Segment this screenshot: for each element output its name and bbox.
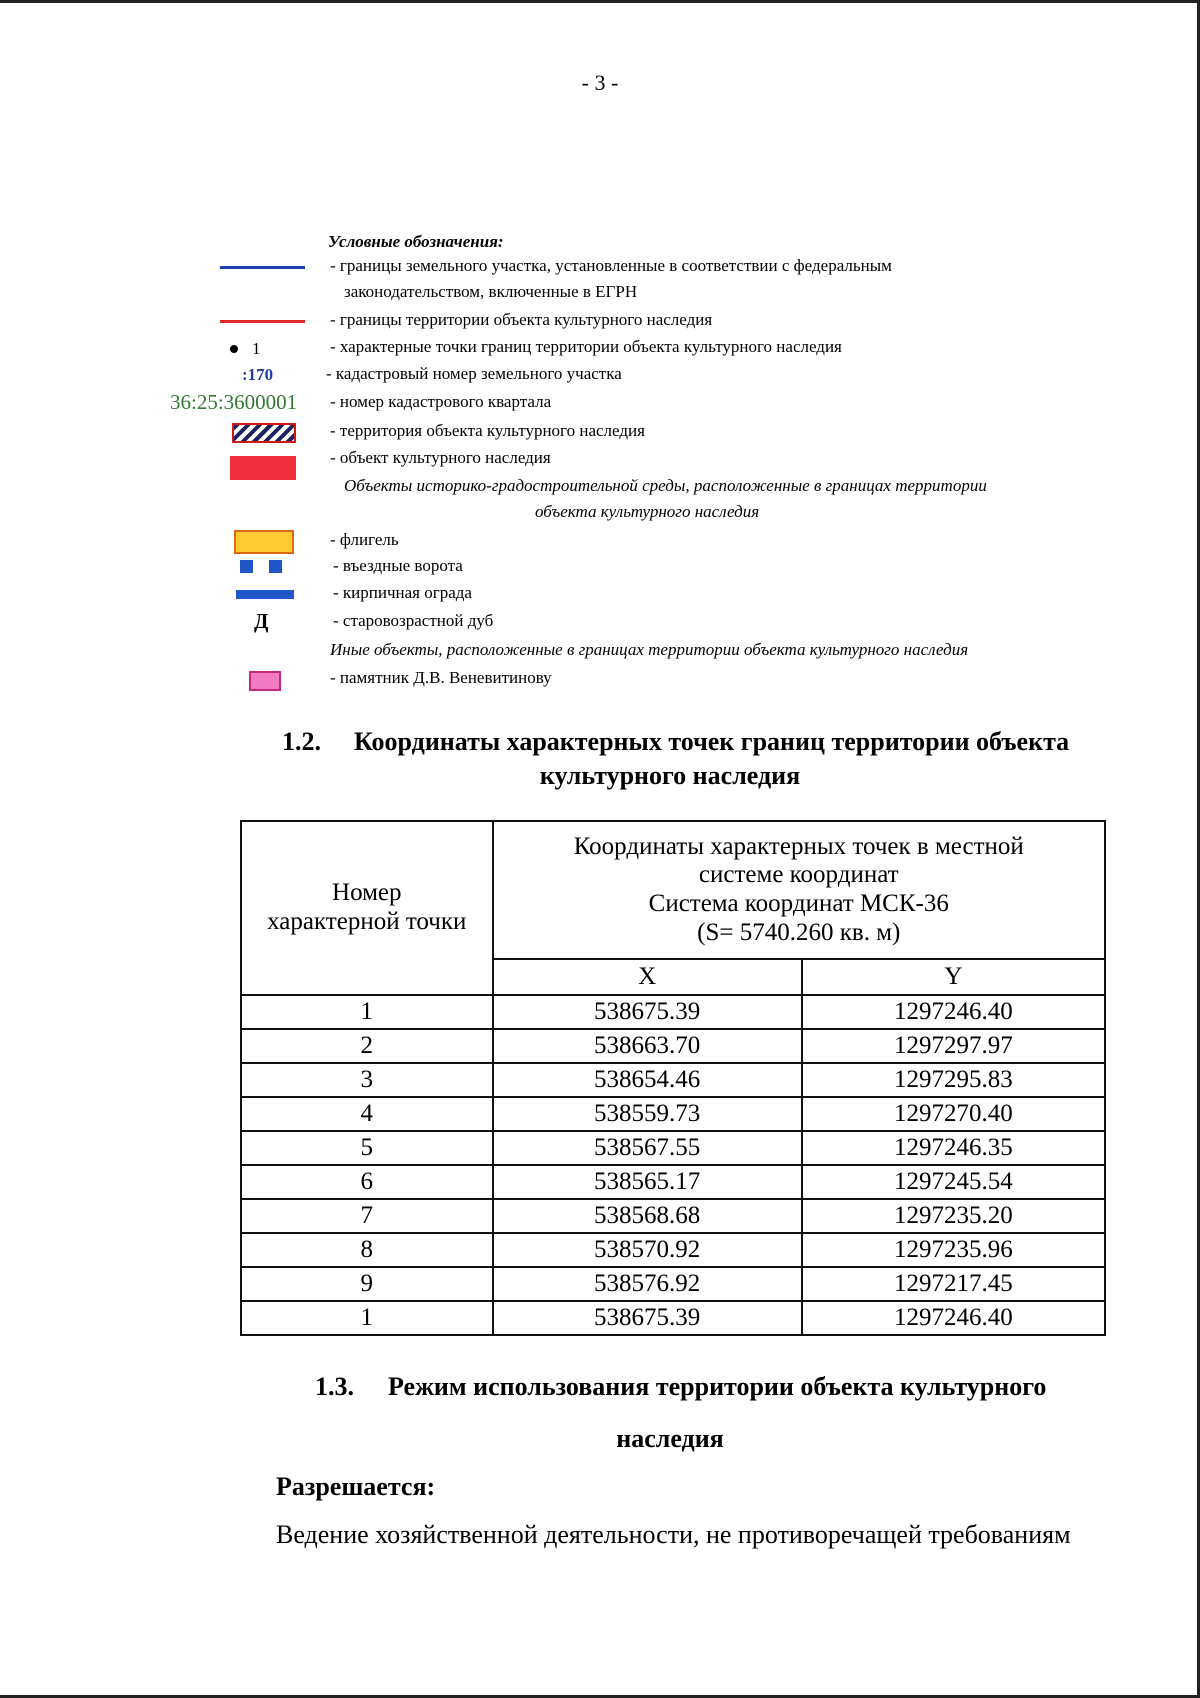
x-cell: 538567.55 <box>493 1131 802 1165</box>
legend-row-boundary-points <box>0 337 1200 361</box>
blue-line-icon <box>220 266 305 269</box>
y-cell: 1297246.40 <box>802 995 1105 1029</box>
table-row <box>241 1301 1105 1335</box>
point-number-cell: 1 <box>241 995 493 1029</box>
table-row <box>241 1097 1105 1131</box>
legend-subhead-other: Иные объекты, расположенные в границах территории объекта культурного наследия <box>330 640 969 659</box>
section-1-3-number: 1.3. <box>315 1372 354 1401</box>
quarter-number-label: 36:25:3600001 <box>170 390 298 414</box>
point-number-cell: 1 <box>241 1301 493 1335</box>
section-1-2-number: 1.2. <box>282 727 321 756</box>
section-1-2-title-line1: Координаты характерных точек границ территории объекта <box>354 727 1070 756</box>
legend-row-okn-object <box>0 448 1200 472</box>
x-cell: 538570.92 <box>493 1233 802 1267</box>
point-number-label: 1 <box>252 339 261 358</box>
red-line-icon <box>220 320 305 323</box>
legend-row-okn-boundary <box>0 310 1200 334</box>
monument-icon <box>249 671 281 691</box>
legend-text-cadastral-parcel: - кадастровый номер земельного участка <box>326 364 622 383</box>
legend-subhead-historic-1: Объекты историко-градостроительной среды, расположенные в границах территории <box>344 476 987 495</box>
table-row <box>241 1199 1105 1233</box>
parcel-number-label: :170 <box>242 365 274 384</box>
legend-text-okn-object: - объект культурного наследия <box>330 448 551 467</box>
wing-icon <box>234 530 294 554</box>
legend-row-okn-territory <box>0 421 1200 445</box>
section-1-2-title-line2: культурного наследия <box>539 761 801 790</box>
x-cell: 538568.68 <box>493 1199 802 1233</box>
y-cell: 1297297.97 <box>802 1029 1105 1063</box>
legend-subhead-historic-2: объекта культурного наследия <box>535 502 760 521</box>
legend-text-wing: - флигель <box>330 530 399 549</box>
table-row <box>241 1063 1105 1097</box>
legend-title: Условные обозначения: <box>328 232 504 251</box>
point-number-cell: 2 <box>241 1029 493 1063</box>
section-1-3-title-line1: Режим использования территории объекта культурного <box>388 1372 1047 1401</box>
point-number-cell: 4 <box>241 1097 493 1131</box>
legend-row-cadastral-parcel <box>0 364 1200 388</box>
table-row <box>241 1267 1105 1301</box>
table-row <box>241 1233 1105 1267</box>
legend-row-wing <box>0 530 1200 554</box>
legend-text-egrn-boundary: - границы земельного участка, установленные в соответствии с федеральным <box>330 256 892 275</box>
legend-text-egrn-boundary-cont: законодательством, включенные в ЕГРН <box>344 282 638 301</box>
legend-text-okn-boundary: - границы территории объекта культурного наследия <box>330 310 713 329</box>
oak-symbol: Д <box>254 609 269 633</box>
header-coordinates: Координаты характерных точек в местной системе координат Система координат МСК-36 (S= 5740.260 кв. м) <box>493 821 1105 959</box>
legend-row-gates <box>0 556 1200 580</box>
x-cell: 538559.73 <box>493 1097 802 1131</box>
point-number-cell: 8 <box>241 1233 493 1267</box>
table-row <box>241 995 1105 1029</box>
header-x: X <box>493 959 802 995</box>
legend-row-cadastral-quarter <box>0 392 1200 416</box>
x-cell: 538565.17 <box>493 1165 802 1199</box>
x-cell: 538675.39 <box>493 995 802 1029</box>
y-cell: 1297295.83 <box>802 1063 1105 1097</box>
legend-text-boundary-points: - характерные точки границ территории объекта культурного наследия <box>330 337 842 356</box>
y-cell: 1297270.40 <box>802 1097 1105 1131</box>
point-number-cell: 5 <box>241 1131 493 1165</box>
x-cell: 538663.70 <box>493 1029 802 1063</box>
page-number: - 3 - <box>581 70 619 95</box>
brick-fence-icon <box>236 590 294 599</box>
legend-row-old-oak <box>0 611 1200 635</box>
gates-icon <box>240 560 282 573</box>
table-row <box>241 1165 1105 1199</box>
legend-row-egrn-boundary-cont <box>0 282 1200 306</box>
table-row <box>241 1029 1105 1063</box>
header-y: Y <box>802 959 1105 995</box>
y-cell: 1297246.40 <box>802 1301 1105 1335</box>
legend-text-cadastral-quarter: - номер кадастрового квартала <box>330 392 552 411</box>
legend-row-brick-fence <box>0 583 1200 607</box>
point-number-cell: 9 <box>241 1267 493 1301</box>
coordinates-table <box>240 820 1106 1336</box>
hatched-area-icon <box>232 423 296 443</box>
x-cell: 538675.39 <box>493 1301 802 1335</box>
page-border-top <box>0 0 1200 3</box>
x-cell: 538576.92 <box>493 1267 802 1301</box>
legend-text-okn-territory: - территория объекта культурного наследия <box>330 421 645 440</box>
legend-text-brick-fence: - кирпичная ограда <box>333 583 472 602</box>
section-1-3-title-line2: наследия <box>616 1424 724 1453</box>
legend-row-monument <box>0 668 1200 692</box>
y-cell: 1297217.45 <box>802 1267 1105 1301</box>
y-cell: 1297235.96 <box>802 1233 1105 1267</box>
table-row <box>241 1131 1105 1165</box>
legend-text-gates: - въездные ворота <box>333 556 463 575</box>
permits-text: Ведение хозяйственной деятельности, не противоречащей требованиям <box>276 1520 1071 1549</box>
header-point-number: Номер характерной точки <box>241 821 493 995</box>
y-cell: 1297246.35 <box>802 1131 1105 1165</box>
legend-text-monument: - памятник Д.В. Веневитинову <box>330 668 552 687</box>
point-number-cell: 7 <box>241 1199 493 1233</box>
y-cell: 1297245.54 <box>802 1165 1105 1199</box>
permits-label: Разрешается: <box>276 1472 436 1501</box>
y-cell: 1297235.20 <box>802 1199 1105 1233</box>
point-number-cell: 6 <box>241 1165 493 1199</box>
boundary-point-icon <box>230 339 261 359</box>
red-fill-icon <box>230 456 296 480</box>
point-number-cell: 3 <box>241 1063 493 1097</box>
x-cell: 538654.46 <box>493 1063 802 1097</box>
legend-text-old-oak: - старовозрастной дуб <box>333 611 494 630</box>
legend-row-egrn-boundary <box>0 256 1200 280</box>
